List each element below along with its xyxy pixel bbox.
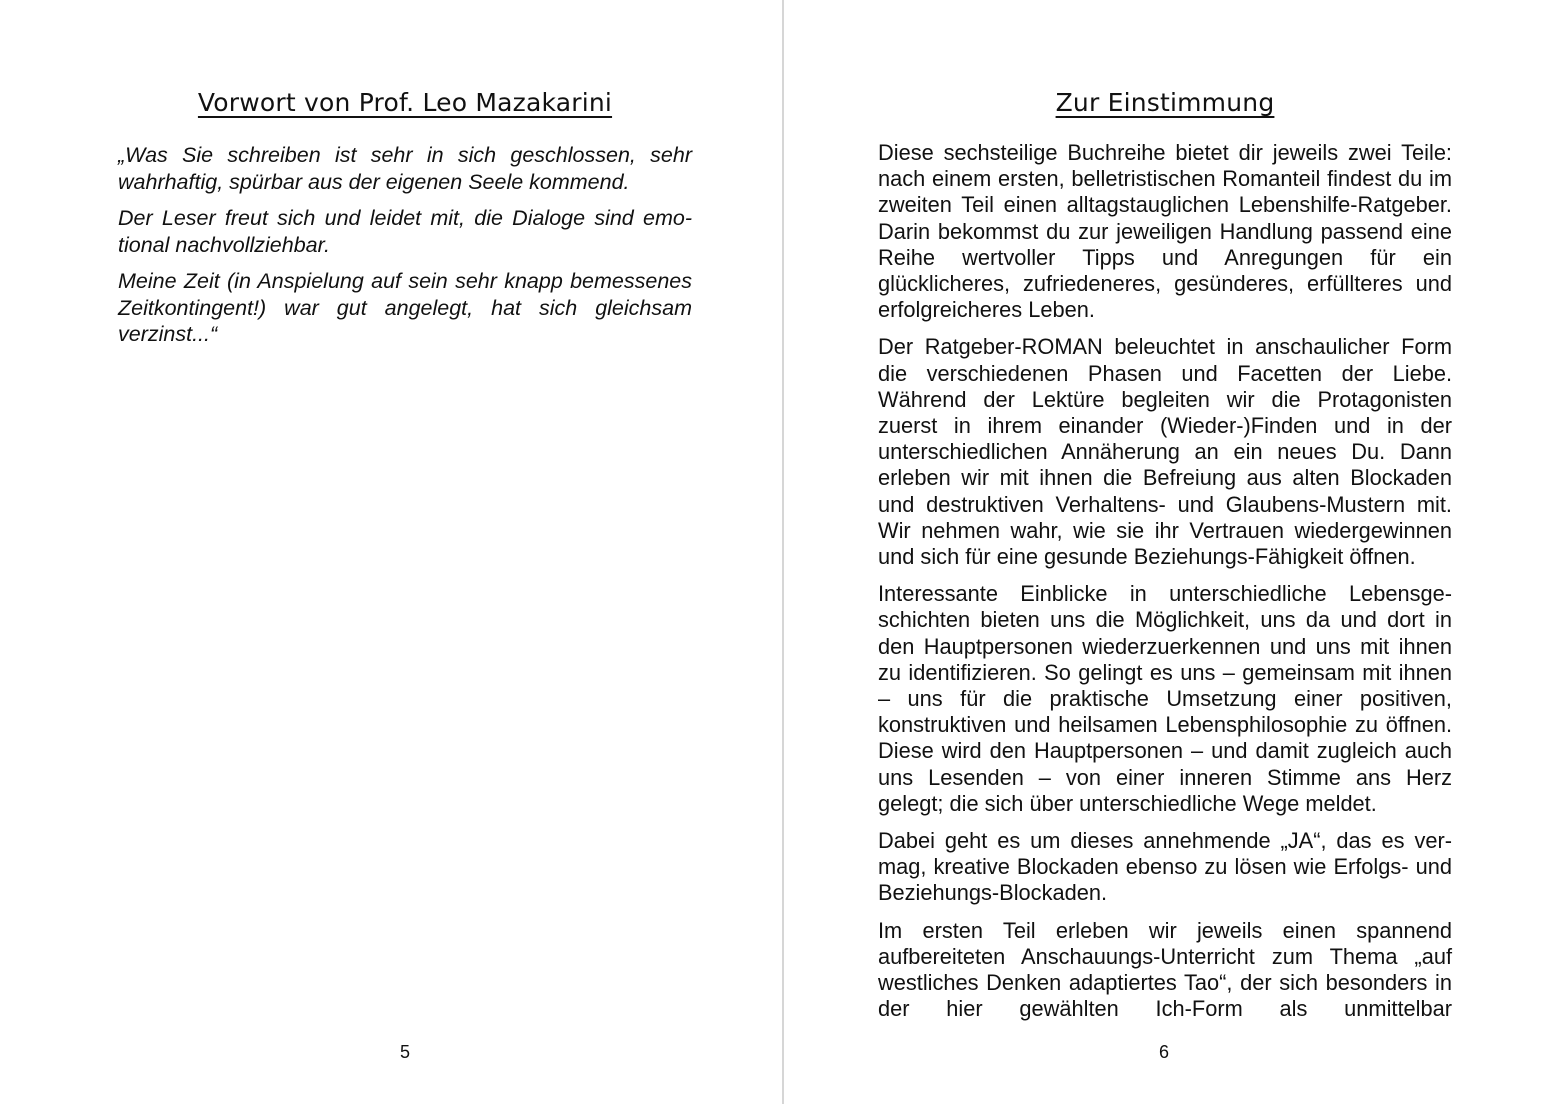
page-gutter-divider <box>782 0 784 1104</box>
page-title: Zur Einstimmung <box>1055 88 1275 117</box>
paragraph: Der Leser freut sich und leidet mit, die Dialoge sind emotional nachvollziehbar. <box>118 206 692 257</box>
paragraph: Der Ratgeber-ROMAN beleuchtet in anschaulicher Form die verschiedenen Phasen und Facetten der Liebe. Während der Lektüre begleiten wir die Protagonisten zuerst in ihrem einander (Wieder-)Finden und in der unterschiedlichen Annäherung an ein neues Du. Dann erleben wir mit ihnen die Befreiung aus alten Blockaden und destruktiven Verhaltens- und Glaubens-Mustern mit. Wir nehmen wahr, wie sie ihr Vertrauen wiedergewinnen und sich für eine gesunde Beziehungs-Fähigkeit öffnen. <box>878 334 1452 570</box>
page-number: 5 <box>399 1042 410 1062</box>
left-page <box>0 0 782 1104</box>
paragraph: Diese sechsteilige Buchreihe bietet dir jeweils zwei Teile: nach einem ersten, belletristischen Romanteil findest du im zweiten Teil einen alltagstauglichen Lebenshilfe-Ratgeber. Darin bekommst du zur jeweiligen Handlung passend eine Reihe wertvoller Tipps und Anregungen für ein glücklicheres, zufriedeneres, gesünderes, erfüllteres und erfolgreicheres Leben. <box>878 140 1452 323</box>
page-number: 6 <box>1158 1042 1169 1062</box>
paragraph: „Was Sie schreiben ist sehr in sich geschlossen, sehr wahrhaftig, spürbar aus der eigenen Seele kommend. <box>118 143 692 194</box>
paragraph: Im ersten Teil erleben wir jeweils einen spannend aufbereiteten Anschauungs-Unterricht zum Thema „auf westliches Denken adaptiertes Tao“, der sich besonders in der hier gewählten Ich-Form als unmittelbar <box>878 917 1452 1022</box>
right-page <box>786 0 1566 1104</box>
paragraph: Interessante Einblicke in unterschiedliche Lebensgeschichten bieten uns die Möglichkeit, uns da und dort in den Hauptpersonen wiederzuerkennen und uns mit ihnen zu identifizieren. So gelingt es uns – gemeinsam mit ihnen – uns für die praktische Umsetzung einer positiven, konstruktiven und heilsamen Lebensphilosophie zu öffnen. Diese wird den Hauptpersonen – und damit zugleich auch uns Lesenden – von einer inneren Stimme ans Herz gelegt; die sich über unterschiedliche Wege meldet. <box>878 581 1452 816</box>
page-title: Vorwort von Prof. Leo Mazakarini <box>197 88 613 117</box>
paragraph: Dabei geht es um dieses annehmende „JA“, das es vermag, kreative Blockaden ebenso zu lösen wie Erfolgs- und Beziehungs-Blockaden. <box>878 828 1452 906</box>
foreword-quote <box>118 142 692 358</box>
paragraph: Meine Zeit (in Anspielung auf sein sehr knapp bemessenes Zeitkontingent!) war gut angelegt, hat sich gleichsam verzinst...“ <box>118 269 692 346</box>
intro-text <box>878 140 1452 1034</box>
